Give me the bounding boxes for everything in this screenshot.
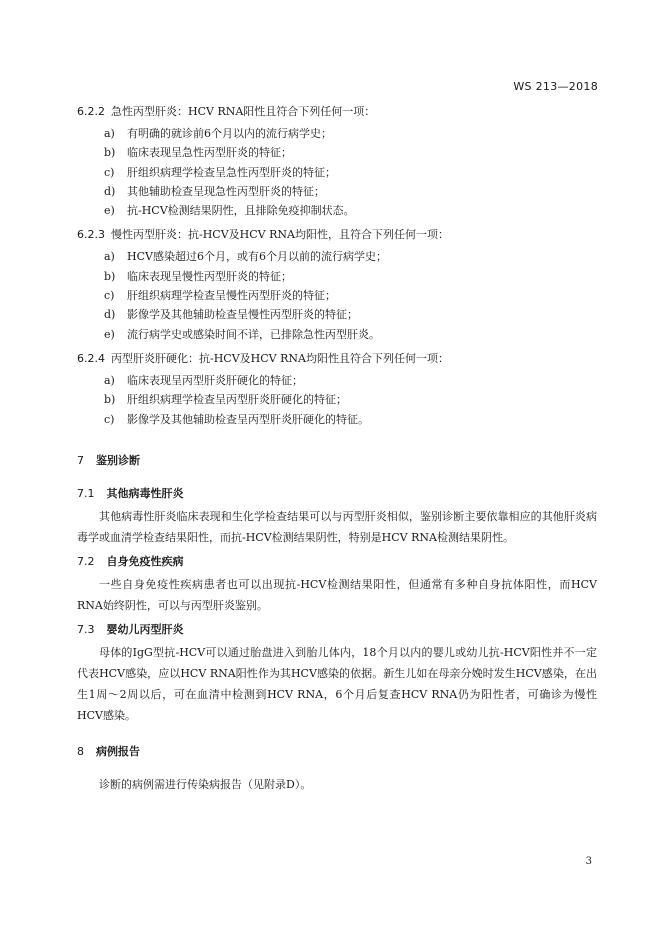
list-marker: e)	[104, 327, 115, 341]
list-item	[104, 163, 597, 182]
list-marker: e)	[104, 204, 115, 218]
list-item	[104, 201, 597, 220]
list-6-2-4	[77, 371, 597, 429]
list-item	[104, 267, 597, 286]
list-item	[104, 182, 597, 201]
list-text: 临床表现呈丙型肝炎肝硬化的特征；	[127, 373, 303, 387]
list-item	[104, 410, 597, 429]
page-content	[77, 104, 597, 795]
chapter-7-heading	[77, 453, 597, 469]
list-text: 临床表现呈急性丙型肝炎的特征；	[127, 146, 292, 160]
list-marker: a)	[104, 127, 115, 140]
list-text: 流行病学史或感染时间不详，已排除急性丙型肝炎。	[127, 327, 380, 341]
chapter-8-heading	[77, 744, 597, 760]
list-item	[104, 371, 597, 390]
section-number: 7.3	[77, 622, 95, 636]
list-text: 肝组织病理学检查呈慢性丙型肝炎的特征；	[127, 289, 336, 303]
list-marker: d)	[104, 308, 116, 322]
list-marker: c)	[104, 165, 115, 179]
section-number: 7.1	[77, 486, 95, 500]
list-6-2-3	[77, 247, 597, 343]
subsection-number: 6.2.3	[77, 228, 105, 242]
list-text: 有明确的就诊前6个月以内的流行病学史；	[127, 127, 332, 140]
list-marker: c)	[104, 289, 115, 303]
chapter-title: 鉴别诊断	[96, 453, 140, 467]
section-title: 自身免疫性疾病	[106, 554, 184, 568]
section-title: 婴幼儿丙型肝炎	[106, 622, 184, 636]
section-7-3-heading	[77, 622, 597, 638]
list-text: 肝组织病理学检查呈丙型肝炎肝硬化的特征；	[127, 393, 347, 407]
chapter-number: 8	[77, 744, 84, 758]
document-code: WS 213—2018	[513, 80, 598, 93]
section-7-1-heading	[77, 486, 597, 502]
list-marker: b)	[104, 393, 116, 407]
list-text: 其他辅助检查呈现急性丙型肝炎的特征；	[127, 184, 325, 198]
subsection-title: 丙型肝炎肝硬化：抗-HCV及HCV RNA均阳性且符合下列任何一项：	[111, 351, 449, 365]
subsection-6-2-2-heading	[77, 104, 597, 120]
list-6-2-2	[77, 124, 597, 220]
list-marker: b)	[104, 146, 116, 160]
chapter-number: 7	[77, 453, 84, 467]
list-text: HCV感染超过6个月，或有6个月以前的流行病学史；	[127, 250, 387, 264]
section-7-2-heading	[77, 554, 597, 570]
list-marker: b)	[104, 269, 116, 283]
page-number: 3	[585, 856, 592, 867]
list-text: 临床表现呈慢性丙型肝炎的特征；	[127, 269, 292, 283]
list-item	[104, 124, 597, 143]
subsection-title: 急性丙型肝炎：HCV RNA阳性且符合下列任何一项：	[111, 105, 376, 118]
section-7-2-body: 一些自身免疫性疾病患者也可以出现抗-HCV检测结果阳性，但通常有多种自身抗体阳性，而HCV RNA始终阴性，可以与丙型肝炎鉴别。	[77, 577, 597, 612]
subsection-6-2-4-heading	[77, 351, 597, 367]
subsection-number: 6.2.2	[77, 105, 105, 118]
list-text: 肝组织病理学检查呈急性丙型肝炎的特征；	[127, 165, 336, 179]
list-item	[104, 305, 597, 324]
subsection-number: 6.2.4	[77, 351, 105, 365]
list-item	[104, 390, 597, 409]
list-marker: a)	[104, 250, 115, 264]
list-item	[104, 325, 597, 344]
list-marker: a)	[104, 373, 115, 387]
list-item	[104, 143, 597, 162]
list-item	[104, 286, 597, 305]
section-7-3-body: 母体的IgG型抗-HCV可以通过胎盘进入到胎儿体内，18个月以内的婴儿或幼儿抗-HCV阳性并不一定代表HCV感染，应以HCV RNA阳性作为其HCV感染的依据。新生儿如在母亲分娩时发生HCV感染，在出生1周～2周以后，可在血清中检测到HCV RNA，6个月后复查HCV RNA仍为阳性者，可确诊为慢性HCV感染。	[77, 645, 597, 722]
list-marker: d)	[104, 184, 116, 198]
chapter-8-body: 诊断的病例需进行传染病报告（见附录D）。	[99, 777, 312, 791]
section-title: 其他病毒性肝炎	[106, 486, 184, 500]
list-marker: c)	[104, 412, 115, 426]
section-7-1-body: 其他病毒性肝炎临床表现和生化学检查结果可以与丙型肝炎相似，鉴别诊断主要依靠相应的其他肝炎病毒学或血清学检查结果阳性，而抗-HCV检测结果阴性，特别是HCV RNA检测结果阴性。	[77, 509, 597, 544]
subsection-title: 慢性丙型肝炎：抗-HCV及HCV RNA均阳性，且符合下列任何一项：	[111, 228, 449, 242]
list-item	[104, 247, 597, 266]
subsection-6-2-3-heading	[77, 227, 597, 243]
list-text: 影像学及其他辅助检查呈慢性丙型肝炎的特征；	[127, 308, 358, 322]
list-text: 抗-HCV检测结果阴性，且排除免疫抑制状态。	[127, 204, 355, 218]
section-number: 7.2	[77, 554, 95, 568]
chapter-title: 病例报告	[96, 744, 140, 758]
list-text: 影像学及其他辅助检查呈丙型肝炎肝硬化的特征。	[127, 412, 369, 426]
